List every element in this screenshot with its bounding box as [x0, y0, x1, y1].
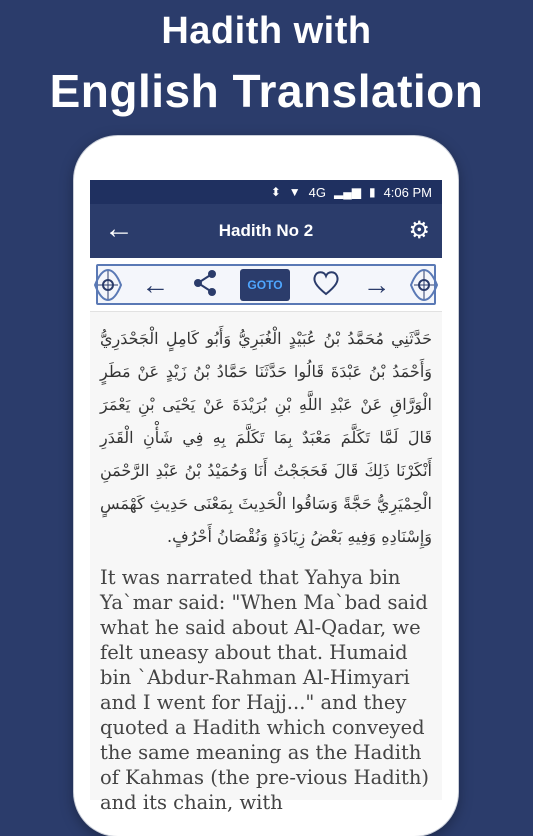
network-type: 4G	[308, 184, 326, 200]
gear-icon[interactable]: ⚙	[408, 217, 430, 244]
hadith-toolbar	[90, 258, 442, 312]
app-bar	[90, 204, 442, 258]
promo-title-line2: English Translation	[49, 65, 484, 117]
heart-outline-icon[interactable]	[312, 270, 340, 301]
arabic-text: حَدَّثَنِي مُحَمَّدُ بْنُ عُبَيْدٍ الْغُبَرِيُّ وَأَبُو كَامِلٍ الْجَحْدَرِيُّ وَأَحْمَدُ بْنُ عَبْدَةَ قَالُوا حَدَّثَنَا حَمَّادُ بْنُ زَيْدٍ عَنْ مَطَرٍ الْوَرَّاقِ عَنْ عَبْدِ اللَّهِ بْنِ بُرَيْدَةَ عَنْ يَحْيَى بْنِ يَعْمَرَ قَالَ لَمَّا تَكَلَّمَ مَعْبَدٌ بِمَا تَكَلَّمَ بِهِ فِي شَأْنِ الْقَدَرِ أَنْكَرْنَا ذَلِكَ قَالَ فَحَجَجْتُ أَنَا وَحُمَيْدُ بْنُ عَبْدِ الرَّحْمَنِ الْحِمْيَرِيُّ حَجَّةً وَسَاقُوا الْحَدِيثَ بِمَعْنَى حَدِيثِ كَهْمَسٍ وَإِسْنَادِهِ وَفِيهِ بَعْضُ زِيَادَةٍ وَنُقْصَانُ أَحْرُفٍ.	[100, 329, 432, 546]
signal-icon: ▂▄▆	[334, 185, 361, 199]
next-hadith-arrow-icon[interactable]: →	[362, 269, 391, 300]
back-arrow-icon[interactable]: ←	[104, 212, 134, 245]
ornament-left-icon	[90, 262, 126, 308]
status-bar	[90, 180, 442, 204]
toolbar-actions	[130, 266, 402, 304]
promo-title-line1: Hadith with	[161, 10, 372, 52]
english-translation: It was narrated that Yahya bin Ya`mar said: "When Ma`bad said what he said about Al-Qadar, we felt uneasy about that. Humaid bin `Abdur-Rahman Al-Himyari and I went for Hajj..." and they quoted a Hadith which conveyed the same meaning as the Hadith of Kahmas (the pre-vious Hadith) and its chain, with	[100, 566, 430, 814]
page-title: Hadith No 2	[218, 221, 314, 240]
wifi-icon: ▼	[288, 185, 301, 199]
battery-icon: ▮	[368, 185, 376, 199]
share-icon[interactable]	[192, 269, 218, 302]
app-screen	[90, 180, 442, 814]
clock: 4:06 PM	[383, 184, 432, 200]
bluetooth-icon: ⬍	[270, 185, 281, 199]
hadith-content	[90, 312, 442, 814]
prev-hadith-arrow-icon[interactable]: ←	[141, 269, 170, 300]
goto-button[interactable]: GOTO	[240, 269, 289, 301]
ornament-right-icon	[406, 262, 442, 308]
